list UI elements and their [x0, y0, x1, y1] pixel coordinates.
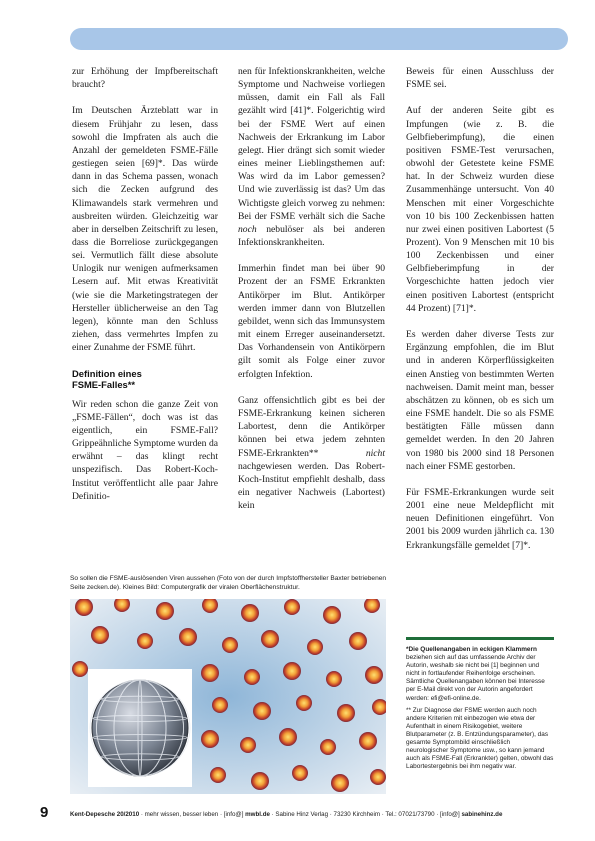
- text-column-1: [72, 65, 218, 516]
- virus-particle: [326, 671, 342, 687]
- paragraph: Beweis für einen Ausschluss der FSME sei.: [406, 66, 554, 91]
- paragraph: Auf der anderen Seite gibt es Impfungen (wie z. B. die Gelbfieberimpfung), die einen positiven FSME-Test verursachen, obwohl der Getestete keine FSME hat. In der Schweiz wurden diese Zusammenhänge untersucht. Von 40 Menschen mit einer Vorgeschichte von 10 bis 100 Zeckenbissen hatten nur zwei einen positiven Labortest (5 Prozent). Von 9 Menschen mit 10 bis 100 Zeckenbissen und einer Gelbfieberimpfung in der Vorgeschichte hatten jedoch vier einen positiven Labortest (entspricht 44 Prozent) [71]*.: [406, 105, 554, 314]
- virus-particle: [283, 662, 301, 680]
- section-heading-line: FSME-Falles**: [72, 378, 136, 390]
- footer-link-mwbl[interactable]: mwbl.de: [245, 811, 270, 818]
- footer-link-sabinehinz[interactable]: sabinehinz.de: [461, 811, 503, 818]
- virus-particle: [210, 767, 226, 783]
- page-footer: [40, 804, 560, 824]
- virus-particle: [241, 604, 259, 622]
- virus-particle: [359, 732, 377, 750]
- section-heading-line: Definition eines: [72, 367, 142, 379]
- virus-particle: [156, 602, 174, 620]
- virus-photo: [70, 599, 386, 794]
- virus-particle: [261, 630, 279, 648]
- virus-particle: [201, 730, 219, 748]
- footnote-sources: *Die Quellenangaben in eckigen Klammern beziehen sich auf das umfassende Archiv der Autorin, weshalb sie nicht bei [1] beginnen und nicht in fortlaufender Reihenfolge erscheinen. Sämtliche Quellenangaben können bei Interesse per E-Mail direkt von der Autorin angefordert werden: efi@efi-online.de.: [406, 646, 545, 702]
- virus-particle: [279, 728, 297, 746]
- paragraph: Im Deutschen Ärzteblatt war in diesem Frühjahr zu lesen, dass sowohl die Impfraten als auch die Anzahl der gemeldeten FSME-Fälle gestiegen seien [69]*. Das würde dann in das Schema passen, wonach sich die Zecken aufgrund des Klimawandels stark vermehren und ausbreiten würden. Gleichzeitig war aber in derselben Zeitschrift zu lesen, dass die Borreliose zurückgegangen sei. Vermutlich fällt diese absolute Unlogik nur wenigen aufmerksamen Lesern auf. Mit etwas Kreativität (wie sie die Marketingstrategen der Hersteller üblicherweise an den Tag legen), könnte man den Schluss ziehen, dass vermehrtes Impfen zu einer Zunahme der FSME führt.: [72, 105, 218, 354]
- virus-particle: [72, 661, 88, 677]
- virus-micrograph: [70, 599, 386, 794]
- virus-particle: [201, 664, 219, 682]
- virus-particle: [337, 704, 355, 722]
- image-caption: So sollen die FSME-auslösenden Viren aussehen (Foto von der durch Impfstoffhersteller Baxter betriebenen Seite zecken.de). Kleines Bild: Computergrafik der viralen Oberflächenstruktur.: [70, 575, 387, 591]
- virus-particle: [370, 769, 386, 785]
- virus-particle: [253, 702, 271, 720]
- virus-particle: [244, 669, 260, 685]
- virus-particle: [307, 639, 323, 655]
- virus-particle: [222, 637, 238, 653]
- virus-surface-graphic: [88, 669, 192, 787]
- paragraph: nen für Infektionskrankheiten, welche Symptome und Nachweise vorliegen müssen, damit ein Fall als Fall gezählt wird [41]*. Folgerichtig wird bei der FSME Wert auf einen Nachweis der Erkrankung im Labor gelegt. Hier drängt sich somit wieder eines meiner Lieblingsthemen auf: Was wird da im Labor gemessen? Und wie zuverlässig ist das? Um das Wichtigste gleich vorweg zu nehmen: Bei der FSME verhält sich die Sache noch nebulöser als bei anderen Infektionskrankheiten.: [238, 66, 385, 249]
- virus-particle: [284, 599, 300, 615]
- virus-particle: [292, 765, 308, 781]
- paragraph: Immerhin findet man bei über 90 Prozent der an FSME Erkrankten Antikörper im Blut. Antikörper werden immer dann von Blutzellen gebildet, wenn sich das Immunsystem mit einem Erreger auseinandersetzt. Das Vorhandensein von Antikörpern gilt somit als Folge einer zuvor erfolgten Infektion.: [238, 263, 385, 380]
- section-heading: [72, 368, 218, 390]
- virus-particle: [323, 606, 341, 624]
- paragraph: Es werden daher diverse Tests zur Ergänzung empfohlen, die im Blut und in anderen Körperflüssigkeiten einen Anstieg von bestimmten Werten nachweisen. Damit meint man, besser abschätzen zu können, ob es sich um eine FSME handelt. Die so als FSME bestätigten Fälle müssen dann gemeldet werden. In den 20 Jahren von 1980 bis 2000 sind 18 Personen nach einer FSME gestorben.: [406, 329, 554, 472]
- virus-particle: [251, 772, 269, 790]
- virus-particle: [212, 697, 228, 713]
- virus-particle: [137, 633, 153, 649]
- paragraph: Ganz offensichtlich gibt es bei der FSME-Erkrankung keinen sicheren Labortest, denn die Antikörper können bei etwa jedem zehnten FSME-Erkrankten** nicht nachgewiesen werden. Das Robert-Koch-Institut empfiehlt deshalb, dass ein negativer Nachweis (Labortest) kein: [238, 394, 385, 512]
- virus-particle: [240, 737, 256, 753]
- virus-particle: [365, 666, 383, 684]
- virus-particle: [91, 626, 109, 644]
- paragraph: Wir reden schon die ganze Zeit von „FSME-Fällen“, doch was ist das eigentlich, ein FSME-Fall? Grippeähnliche Symptome wurden da erwähnt – das klingt recht unspezifisch. Das Robert-Koch-Institut veröffentlicht alle paar Jahre Definitio-: [72, 398, 218, 502]
- footer-text: Kent-Depesche 20/2010 · mehr wissen, besser leben · [info@] mwbl.de · Sabine Hinz Verlag · 73230 Kirchheim · Tel.: 07021/73790 · [info@] sabinehinz.de: [70, 811, 503, 818]
- paragraph: zur Erhöhung der Impfbereitschaft braucht?: [72, 66, 218, 91]
- virus-particle: [179, 628, 197, 646]
- virus-particle: [349, 632, 367, 650]
- virus-particle: [320, 739, 336, 755]
- paragraph: Für FSME-Erkrankungen wurde seit 2001 eine neue Meldepflicht mit neuen Definitionen eingeführt. Von 2001 bis 2009 wurden jährlich ca. 130 Erkrankungsfälle gemeldet [7]*.: [406, 486, 554, 551]
- header-bar: [70, 28, 568, 50]
- virus-particle: [296, 695, 312, 711]
- text-column-2: [238, 65, 385, 525]
- footnotes-box: [406, 637, 554, 775]
- text-column-3: [406, 65, 554, 565]
- footnote-diagnosis: ** Zur Diagnose der FSME werden auch noch andere Kriterien mit einbezogen wie etwa der Aufenthalt in einem Risikogebiet, weitere Blutparameter (z. B. Entzündungsparameter), das gesamte Symptombild einschließlich neurologischer Symptome usw., so kann jemand auch als FSME-Fall (Erkrankter) gelten, obwohl das Labortestergebnis bei ihm negativ war.: [406, 706, 554, 771]
- page-number: 9: [40, 804, 49, 821]
- virus-particle: [331, 774, 349, 792]
